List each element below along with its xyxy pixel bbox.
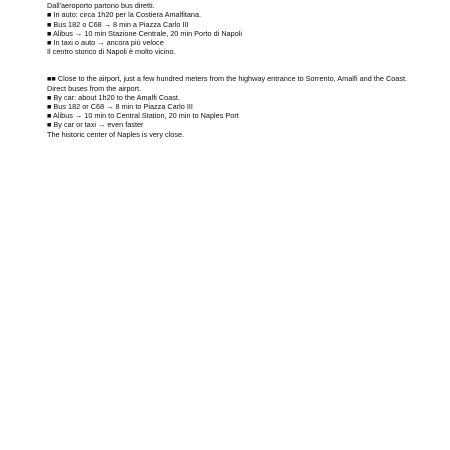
- list-item: ■ Bus 182 o C68 → 8 min a Piazza Carlo III: [47, 19, 189, 29]
- document-body: [47, 0, 442, 139]
- text-line: The historic center of Naples is very close.: [47, 129, 185, 139]
- list-item: ■ By car or taxi → even faster: [47, 120, 144, 130]
- intro-paragraph: ■■ Close to the airport, just a few hundred meters from the highway entrance to Sorrento, Amalfi and the Coast.: [47, 74, 408, 84]
- list-item: ■ Alibus → 10 min to Central Station, 20 min to Naples Port: [47, 111, 239, 121]
- list-item: ■ In taxi o auto → ancora più veloce: [47, 38, 164, 48]
- list-item: ■ Alibus → 10 min Stazione Centrale, 20 min Porto di Napoli: [47, 28, 243, 38]
- text-line: Il centro storico di Napoli è molto vicino.: [47, 47, 176, 57]
- text-line: Dall'aeroporto partono bus diretti.: [47, 1, 155, 11]
- english-section: [47, 74, 442, 138]
- list-item: ■ In auto: circa 1h20 per la Costiera Amalfitana.: [47, 10, 202, 20]
- list-item: ■ By car: about 1h20 to the Amalfi Coast.: [47, 92, 180, 102]
- section-spacer: [47, 56, 442, 74]
- text-line: Direct buses from the airport.: [47, 83, 142, 93]
- italian-section: [47, 0, 442, 56]
- list-item: ■ Bus 182 or C68 → 8 min to Piazza Carlo III: [47, 102, 193, 112]
